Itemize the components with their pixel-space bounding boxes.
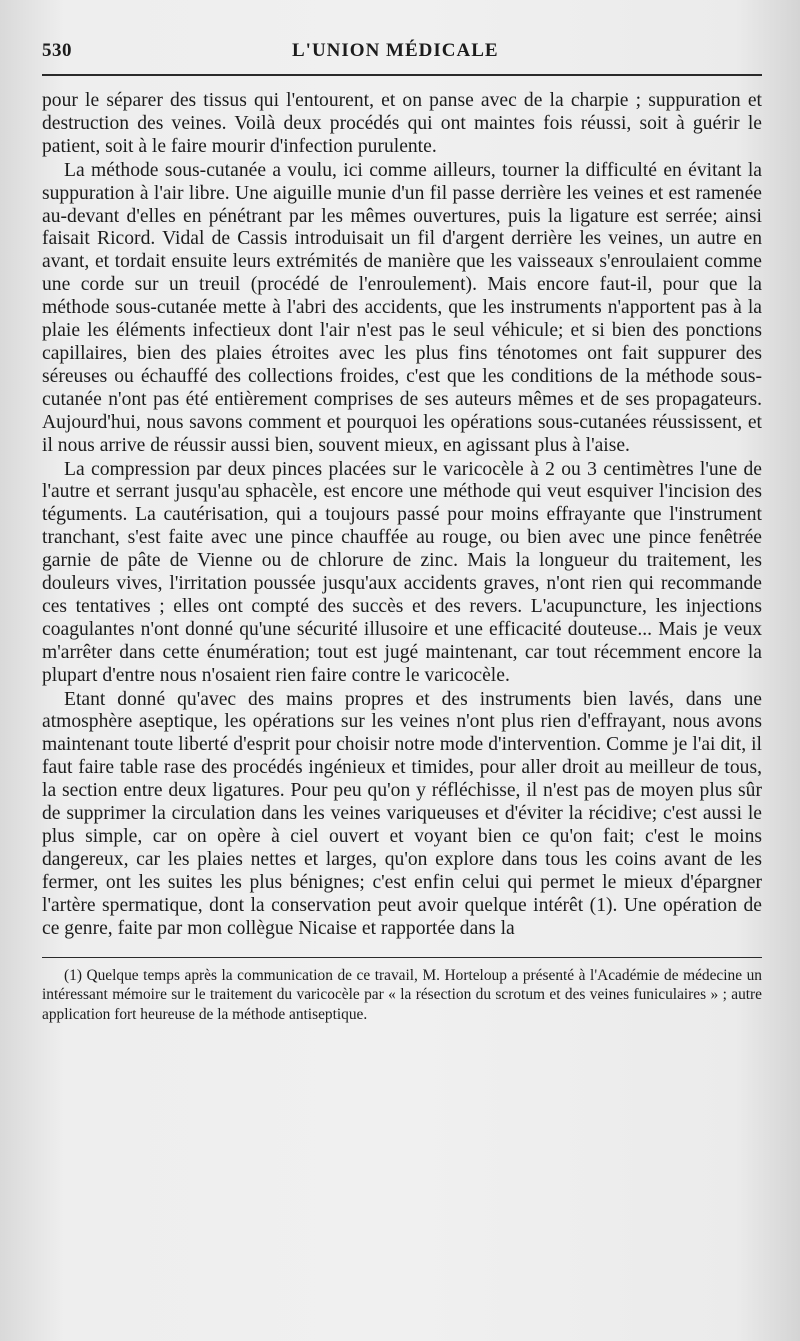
paragraph: pour le séparer des tissus qui l'entourent, et on panse avec de la charpie ; suppuration et destruction des veines. Voilà deux procédés qui ont maintes fois réussi, soit à guérir le patient, soit à le faire mourir d'infection purulente. <box>42 90 762 157</box>
paragraph: La méthode sous-cutanée a voulu, ici comme ailleurs, tourner la difficulté en évitant la suppuration à l'air libre. Une aiguille munie d'un fil passe derrière les veines et est ramenée au-devant d'elles en pénétrant par les mêmes ouvertures, puis la ligature est serrée; ainsi faisait Ricord. Vidal de Cassis introduisait un fil d'argent derrière les veines, un autre en avant, et tordait ensuite leurs extrémités de manière que les vaisseaux s'enroulaient comme une corde sur un treuil (procédé de l'enroulement). Mais encore faut-il, pour que la méthode sous-cutanée mette à l'abri des accidents, que les instruments n'apportent pas à la plaie les éléments infectieux dont l'air n'est pas le seul véhicule; et si bien des ponctions capillaires, bien des plaies étroites avec les plus fins ténotomes ont fait suppurer des séreuses ou échauffé des collections froides, c'est que les conditions de la méthode sous-cutanée n'ont pas été entièrement comprises de ses auteurs mêmes et de ses propagateurs. Aujourd'hui, nous savons comment et pourquoi les opérations sous-cutanées réussissent, et il nous arrive de réussir aussi bien, souvent mieux, en agissant plus à l'aise. <box>42 159 762 456</box>
footnote: (1) Quelque temps après la communication de ce travail, M. Horteloup a présenté à l'Académie de médecine un intéressant mémoire sur le traitement du varicocèle par « la résection du scrotum et des veines funiculaires » ; autre application fort heureuse de la méthode antiseptique. <box>42 966 762 1023</box>
page-number: 530 <box>42 40 72 61</box>
header-rule <box>42 74 762 76</box>
paragraph: La compression par deux pinces placées sur le varicocèle à 2 ou 3 centimètres l'une de l'autre et serrant jusqu'au sphacèle, est encore une méthode qui veut esquiver l'incision des téguments. La cautérisation, qui a toujours passé pour moins effrayante que l'instrument tranchant, s'est faite avec une pince chauffée au rouge, ou bien avec une pince fenêtrée garnie de pâte de Vienne ou de chlorure de zinc. Mais la longueur du traitement, les douleurs vives, l'irritation poussée jusqu'aux accidents graves, n'ont rien qui recommande ces tentatives ; elles ont compté des succès et des revers. L'acupuncture, les injections coagulantes n'ont donné qu'une sécurité illusoire et une efficacité douteuse... Mais je veux m'arrêter dans cette énumération; tout est jugé maintenant, car tout récemment encore la plupart d'entre nous n'osaient rien faire contre le varicocèle. <box>42 458 762 686</box>
page-header <box>42 40 762 74</box>
article-body <box>42 90 762 941</box>
paragraph: Etant donné qu'avec des mains propres et des instruments bien lavés, dans une atmosphère aseptique, les opérations sur les veines n'ont plus rien d'effrayant, nous avons maintenant toute liberté d'esprit pour choisir notre mode d'intervention. Comme je l'ai dit, il faut faire table rase des procédés ingénieux et timides, pour aller droit au meilleur de tous, la section entre deux ligatures. Pour peu qu'on y réfléchisse, il n'est pas de moyen plus sûr de supprimer la circulation dans les veines variqueuses et d'éviter la récidive; c'est aussi le plus simple, car on opère à ciel ouvert et voyant bien ce qu'on fait; c'est le moins dangereux, car les plaies nettes et larges, qu'on explore dans tous les coins avant de les fermer, ont les suites les plus bénignes; c'est enfin celui qui permet le mieux d'épargner l'artère spermatique, dont la conservation peut avoir quelque intérêt (1). Une opération de ce genre, faite par mon collègue Nicaise et rapportée dans la <box>42 688 762 939</box>
footnote-section <box>42 966 762 1025</box>
running-title: L'UNION MÉDICALE <box>292 40 499 61</box>
footnote-rule <box>42 957 762 958</box>
